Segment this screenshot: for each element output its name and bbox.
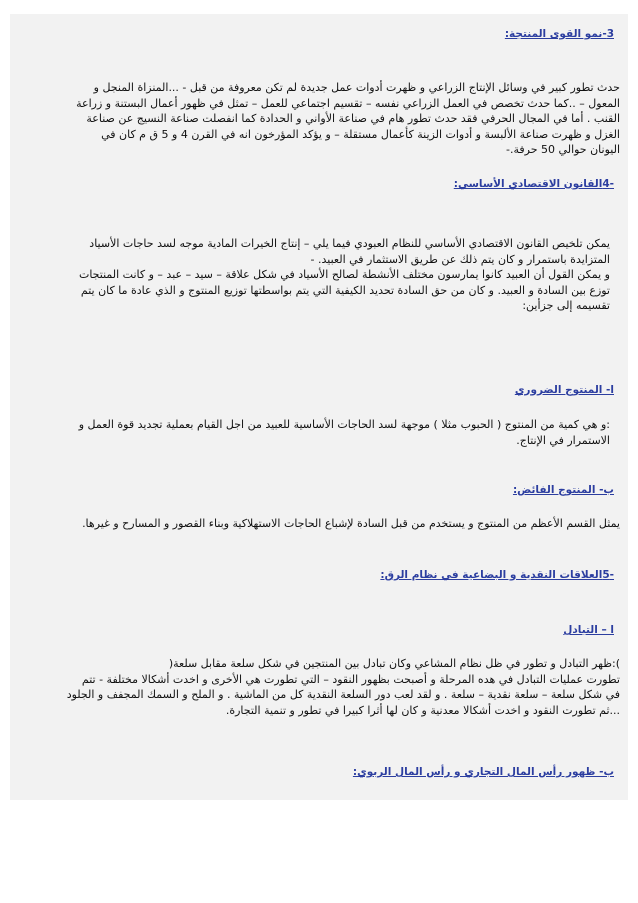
text-line: ...ثم تطورت النقود و اخدت أشكالا معدنية و كان لها أثرا كبيرا في تطور و تنمية التجارة. [225,703,620,717]
text-line: و يمكن القول أن العبيد كانوا يمارسون مختلف الأنشطة لصالح الأسياد في شكل علاقة – سيد – عبد – و كانت المنتجات [78,268,610,281]
text-line: اليونان حوالي 50 حرفة.- [506,143,620,156]
text-line: الغزل و ظهرت صناعة الألبسة و أدوات الزينة كأعمال مستقلة – و يؤكد المؤرخون انه في القرن 4 و 5 ق م كان في [101,127,620,141]
text-line: :و هي كمية من المنتوج ( الحبوب مثلا ) موجهة لسد الحاجات الأساسية للعبيد من اجل القيام بعملية تجديد قوة العمل و [78,418,610,431]
text-line: يمثل القسم الأعظم من المنتوج و يستخدم من قبل السادة لإشباع الحاجات الاستهلاكية وبناء القصور و المسارح و غيرها. [82,517,620,530]
section-b-heading: ب- المنتوج الفائض: [512,484,614,496]
text-line: ):ظهر التبادل و تطور في ظل نظام المشاعي وكان تبادل بين المنتجين في شكل سلعة مقابل سلعة( [168,657,620,670]
section-5a-paragraph [10,656,620,718]
text-line: يمكن تلخيص القانون الاقتصادي الأساسي للنظام العبودي فيما يلي – إنتاج الخيرات المادية موجه لسد حاجات الأسياد [89,237,610,250]
section-5-heading: -5العلاقات النقدية و البضاعية في نظام الرق: [380,569,614,581]
text-line: الاستمرار في الإنتاج. [516,433,610,447]
section-b-paragraph [10,516,620,532]
text-line: توزع بين السادة و العبيد. و كان من حق السادة تحديد الكيفية التي يتم بواسطتها توزيع المنتوج و الذي عادة ما كان يتم [80,283,610,297]
section-a-heading: ا- المنتوج الضروري [514,384,614,396]
text-line: في شكل سلعة – سلعة نقدية – سلعة . و لقد لعب دور السلعة النقدية كل من الماشية . و الملح و السمك المجفف و الجلود [66,688,620,701]
section-5b-heading: ب- ظهور رأس المال التجاري و رأس المال الربوي: [352,766,614,778]
text-line: المتزايدة باستمرار و كان يتم ذلك عن طريق الاستثمار في العبيد. - [310,252,610,266]
document-page [10,14,628,800]
section-4-heading: -4القانون الاقتصادي الأساسي: [453,178,614,190]
text-line: حدث تطور كبير في وسائل الإنتاج الزراعي و ظهرت أدوات عمل جديدة لم تكن معروفة من قبل - ...المنزاة المنجل و [93,81,620,94]
section-4-paragraph [10,236,620,314]
section-5a-heading: ا – التبادل [563,624,614,636]
section-3-heading: 3-نمو القوى المنتجة: [504,28,614,40]
text-line: المعول – ..كما حدث تخصص في العمل الزراعي نفسه – تقسيم اجتماعي للعمل – تمثل في ظهور أعمال البستنة و زراعة [76,96,620,110]
section-3-paragraph [10,80,620,158]
text-line: تطورت عمليات التبادل في هده المرحلة و أصبحت بظهور النقود – التي تطورت هي الأخرى و اخدت أشكالا مختلفة - تتم [81,672,620,686]
text-line: تقسيمه إلى جزأين: [522,299,610,312]
section-a-paragraph [10,417,620,448]
text-line: القنب . أما في المجال الحرفي فقد حدث تطور هام في صناعة الأواني و الحدادة كما انفصلت صناعة النسيج عن صناعة [86,112,620,125]
